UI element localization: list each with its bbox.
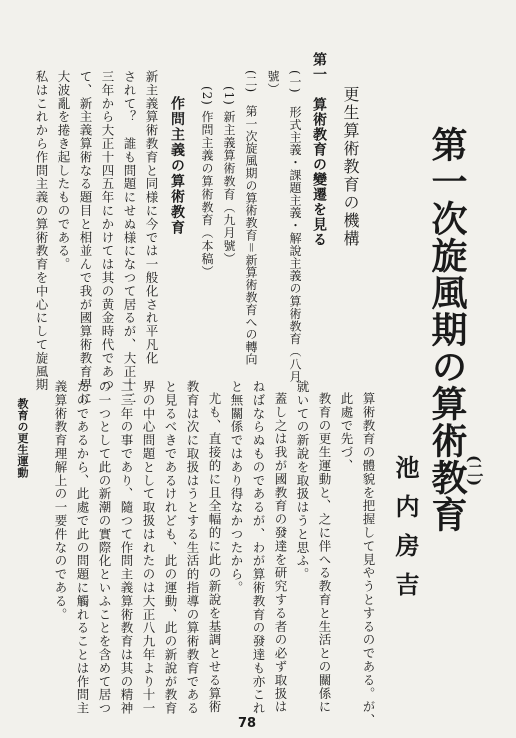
body-line: 教育は次に取扱はうとする生活的指導の算術教育である xyxy=(185,380,200,715)
toc-heading: 更生算術教育の機構 xyxy=(341,86,360,248)
toc-section-one: 第一 算術教育の變遷を見る xyxy=(311,52,327,247)
body-line: たのであるから、此處で此の問題に觸れることは作問主 xyxy=(75,380,90,715)
page-number: 78 xyxy=(238,716,257,731)
body-line: と無關係ではあり得なかつたから。 xyxy=(229,380,244,595)
body-line: 義算術教育理解上の一要件なのである。 xyxy=(53,380,68,622)
article-title: 第一次旋風期の算術教育 xyxy=(426,126,468,533)
body-line: 界の中心問題として取扱はれたのは大正八九年より十一 xyxy=(141,380,156,715)
section-heading: 作問主義の算術教育 xyxy=(169,96,185,236)
article-part-number: (二) xyxy=(465,455,484,487)
body-line: て、新主義算術なる題目と相並んで我が國算術教育界に xyxy=(78,70,93,405)
body-line: と見るべきであるけれども、此の運動、此の新說が教育 xyxy=(163,380,178,715)
body-line: 三年から大正十四五年にかけては其の黄金時代であつ xyxy=(100,70,115,392)
body-line: の一つとして此の新潮の實際化といふことを含めて居つ xyxy=(97,380,112,715)
margin-heading: 教育の更生運動 xyxy=(16,398,29,479)
body-line: 就いての新說を取扱はうと思ふ。 xyxy=(295,380,310,581)
body-line: 新主義算術教育と同様に今では一般化され平凡化 xyxy=(144,70,159,365)
toc-item: (一) 形式主義・課題主義・解說主義の算術教育（八月 xyxy=(288,70,302,383)
toc-item: (二) 第一次旋風期の算術教育＝新算術教育への轉向 xyxy=(244,70,258,366)
body-line: 蓋し之は我が國教育の發達を研究する者の必ず取扱は xyxy=(273,392,288,714)
body-line: 大波亂を捲き起したものである。 xyxy=(56,70,71,271)
body-line: 尤も、直接的に且全幅的に此の新說を基調とせる算術 xyxy=(207,392,222,714)
author-name: 池内房吉 xyxy=(391,455,420,611)
body-line: 二三年の事であり、隨つて作問主義算術教育は其の精神 xyxy=(119,380,134,715)
body-line: 私はこれから作問主義の算術教育を中心にして旋風期 xyxy=(34,70,49,392)
toc-item: 號） xyxy=(266,70,280,96)
toc-item: (1) 新主義算術教育（九月號） xyxy=(222,86,236,266)
body-line: されて？ 誰も問題にせぬ様になつて居るが、大正十二 xyxy=(122,70,137,405)
body-line: 教育の更生運動と、之に伴へる教育と生活との關係に xyxy=(317,392,332,714)
body-line: 算術教育の體貌を把握して見やうとするのである。が、 xyxy=(361,392,376,727)
toc-item: (2) 作問主義の算術教育（本稿） xyxy=(200,86,214,279)
body-line: ねばならぬものであるが、わが算術教育の發達も亦これ xyxy=(251,380,266,715)
body-line: 此處で先づ、 xyxy=(339,392,354,473)
